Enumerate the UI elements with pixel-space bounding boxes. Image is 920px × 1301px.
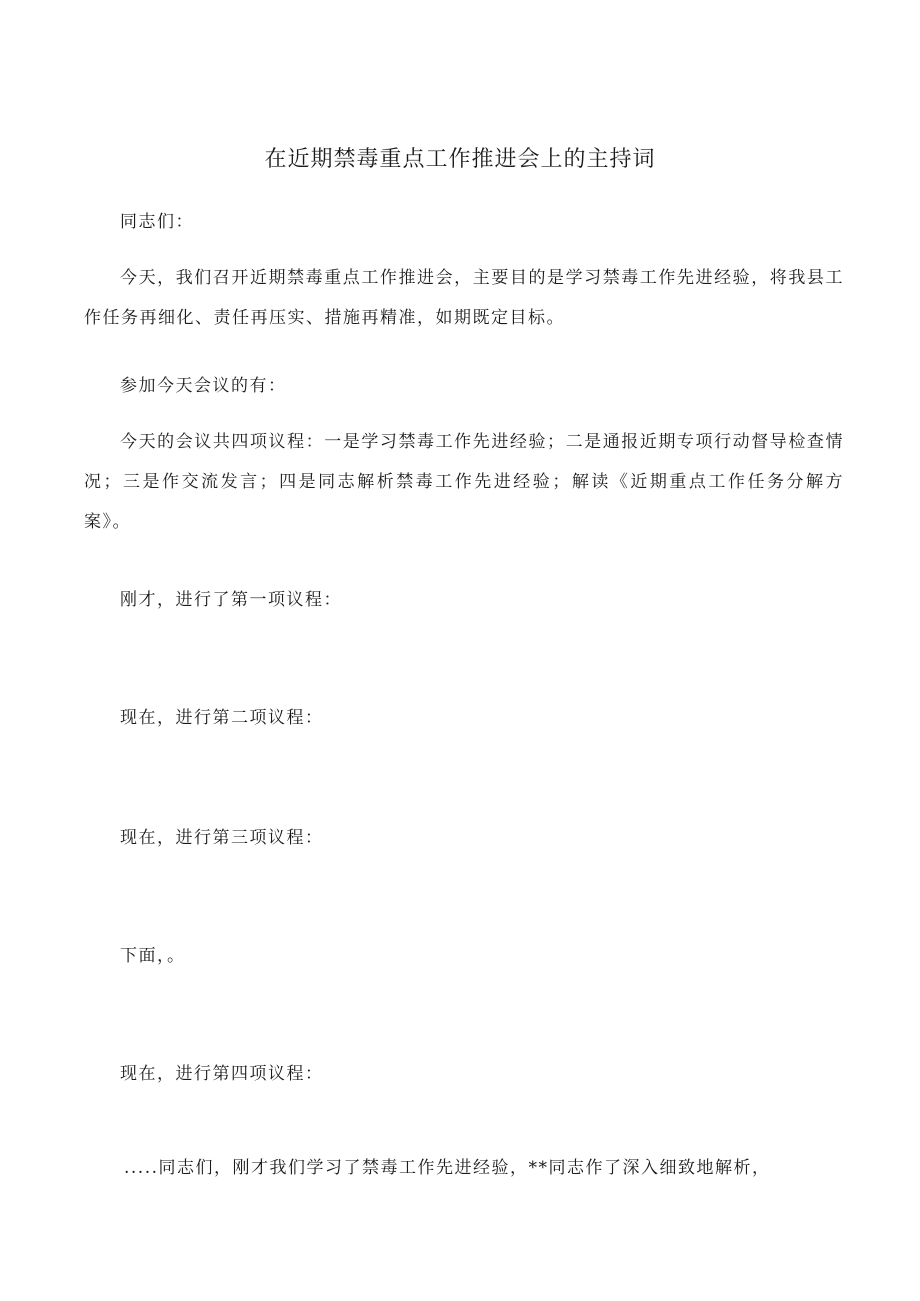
paragraph-attendees: 参加今天会议的有： bbox=[120, 376, 287, 396]
paragraph-intro: 今天，我们召开近期禁毒重点工作推进会，主要目的是学习禁毒工作先进经验，将我县工作任务再细化、责任再压实、措施再精准，如期既定目标。 bbox=[84, 268, 844, 328]
paragraph-closing: .....同志们，刚才我们学习了禁毒工作先进经验，**同志作了深入细致地解析， bbox=[124, 1158, 771, 1178]
paragraph-third-item: 现在，进行第三项议程： bbox=[120, 828, 324, 848]
document-title: 在近期禁毒重点工作推进会上的主持词 bbox=[264, 147, 656, 172]
paragraph-first-item: 刚才，进行了第一项议程： bbox=[120, 590, 342, 610]
paragraph-agenda: 今天的会议共四项议程：一是学习禁毒工作先进经验；二是通报近期专项行动督导检查情况；三是作交流发言；四是同志解析禁毒工作先进经验；解读《近期重点工作任务分解方案》。 bbox=[84, 432, 844, 532]
paragraph-fourth-item: 现在，进行第四项议程： bbox=[120, 1064, 324, 1084]
paragraph-next: 下面，。 bbox=[120, 946, 186, 966]
paragraph-greeting: 同志们： bbox=[120, 212, 194, 232]
paragraph-second-item: 现在，进行第二项议程： bbox=[120, 708, 324, 728]
